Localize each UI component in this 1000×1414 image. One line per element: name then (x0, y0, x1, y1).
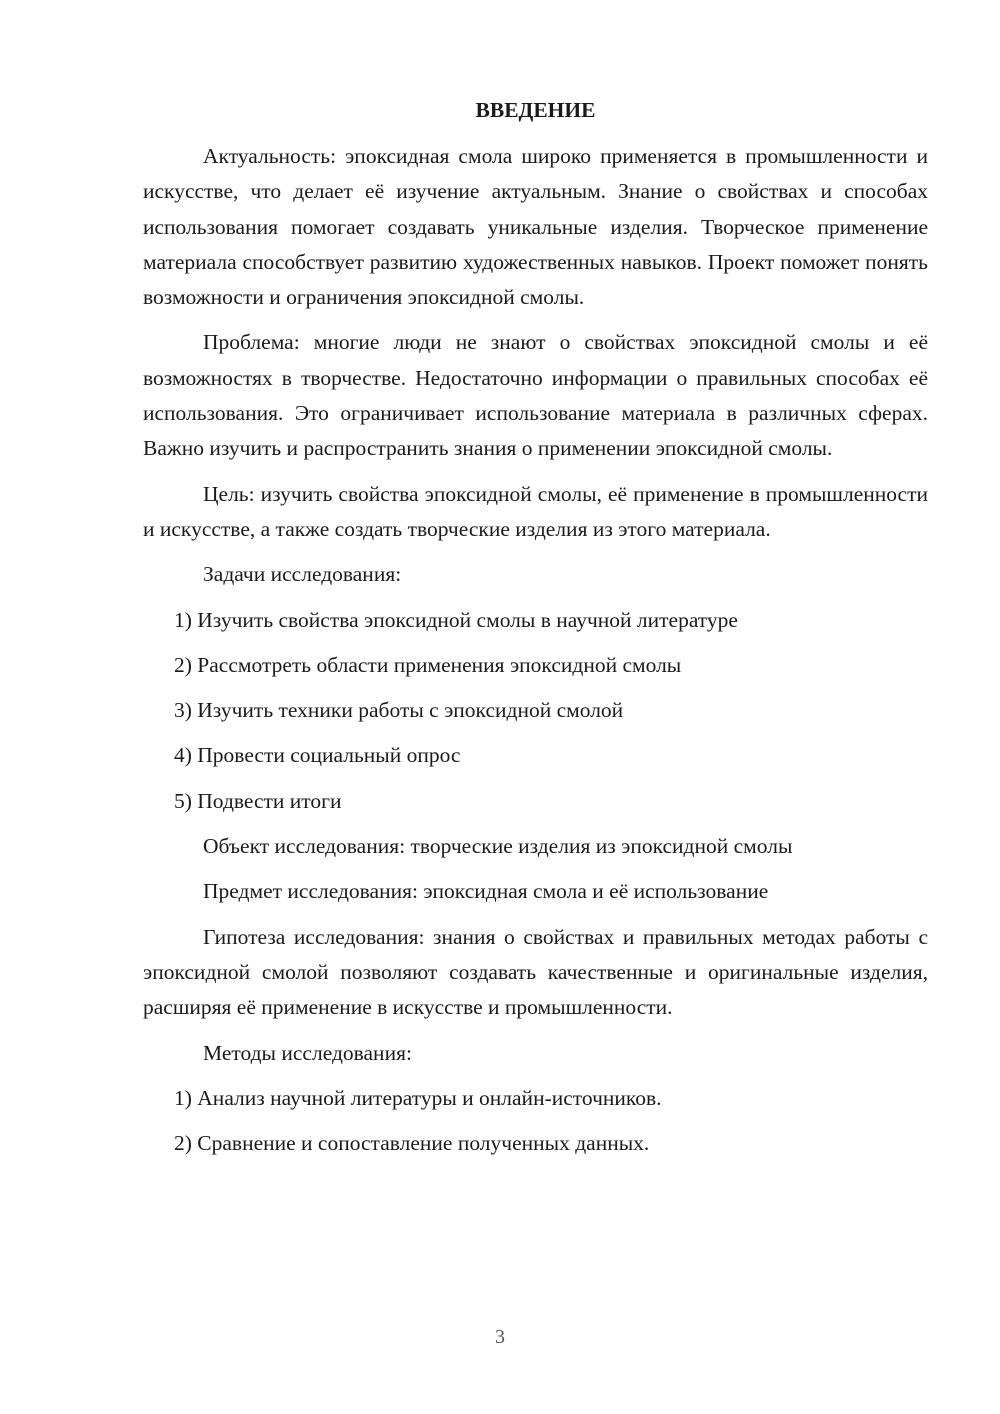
goal-paragraph: Цель: изучить свойства эпоксидной смолы, её применение в промышленности и искусстве, а также создать творческие изделия из этого материала. (143, 481, 928, 541)
method-item: 2) Сравнение и сопоставление полученных данных. (174, 1131, 650, 1156)
tasks-heading: Задачи исследования: (203, 562, 402, 587)
task-item: 2) Рассмотреть области применения эпоксидной смолы (174, 652, 682, 677)
method-item: 1) Анализ научной литературы и онлайн-источников. (174, 1085, 662, 1110)
methods-heading: Методы исследования: (203, 1040, 412, 1065)
task-item: 3) Изучить техники работы с эпоксидной смолой (174, 698, 624, 723)
task-item: 1) Изучить свойства эпоксидной смолы в научной литературе (174, 607, 738, 632)
document-page (143, 95, 928, 1171)
task-item: 5) Подвести итоги (174, 788, 342, 813)
object-paragraph: Объект исследования: творческие изделия из эпоксидной смолы (203, 834, 793, 859)
hypothesis-paragraph: Гипотеза исследования: знания о свойствах и правильных методах работы с эпоксидной смолой позволяют создавать качественные и оригинальные изделия, расширяя её применение в искусстве и промышленности. (143, 924, 928, 1020)
page-number: 3 (495, 1326, 505, 1348)
problem-paragraph: Проблема: многие люди не знают о свойствах эпоксидной смолы и её возможностях в творчестве. Недостаточно информации о правильных способах её использования. Это ограничивает использование материала в различных сферах. Важно изучить и распространить знания о применении эпоксидной смолы. (143, 330, 928, 461)
subject-paragraph: Предмет исследования: эпоксидная смола и её использование (203, 879, 769, 904)
task-item: 4) Провести социальный опрос (174, 743, 461, 768)
section-title: ВВЕДЕНИЕ (475, 98, 596, 122)
relevance-paragraph: Актуальность: эпоксидная смола широко применяется в промышленности и искусстве, что делает её изучение актуальным. Знание о свойствах и способах использования помогает создавать уникальные изделия. Творческое применение материала способствует развитию художественных навыков. Проект поможет понять возможности и ограничения эпоксидной смолы. (143, 144, 928, 310)
